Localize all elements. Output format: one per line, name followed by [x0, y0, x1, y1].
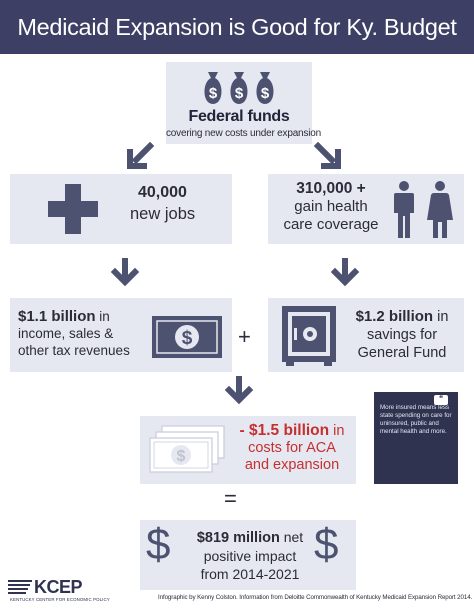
- federal-funds-title: Federal funds: [188, 108, 290, 125]
- money-stack-icon: [148, 424, 228, 476]
- cost-line3: and expansion: [244, 457, 340, 473]
- dollar-sign-right: $: [314, 520, 339, 569]
- arrow-down-icon: [330, 258, 360, 288]
- coverage-number: 310,000 +: [296, 180, 366, 197]
- equals-sign: =: [224, 486, 237, 511]
- bag-dollar-2: $: [234, 85, 244, 102]
- general-fund-line3: General Fund: [357, 345, 447, 361]
- impact-line3: from 2014-2021: [200, 566, 300, 582]
- credit-line: Infographic by Kenny Colston. Information from Deloitte Commonwealth of Kentucky Medicaid Expansion Report 2014.: [158, 594, 473, 601]
- arrow-down-icon: [110, 258, 140, 288]
- man-woman-icon: [386, 180, 460, 240]
- dollar-sign-left: $: [146, 520, 171, 569]
- money-bags-icon: [200, 66, 278, 106]
- title-banner: [0, 0, 474, 54]
- tax-amount: $1.1 billion: [18, 308, 96, 325]
- arrow-down-icon: [224, 376, 254, 406]
- coverage-text: [276, 180, 386, 234]
- impact-amount: $819 million: [196, 530, 280, 546]
- tax-revenue-text: [18, 308, 146, 359]
- medical-cross-icon: [48, 184, 98, 234]
- general-fund-amount: $1.2 billion: [355, 308, 434, 325]
- page-title: Medicaid Expansion is Good for Ky. Budget: [17, 13, 457, 40]
- jobs-box: [10, 174, 232, 244]
- cost-amount: - $1.5 billion: [239, 422, 330, 439]
- tax-in: in: [95, 309, 110, 324]
- cost-in: in: [329, 423, 345, 439]
- bag-dollar-3: $: [260, 85, 270, 102]
- side-note-text: More insured means less state spending on care for uninsured, public and mental health and more.: [380, 404, 452, 435]
- cost-line2: costs for ACA: [248, 440, 336, 456]
- logo-name: KCEP: [34, 577, 83, 597]
- general-fund-in: in: [433, 309, 449, 325]
- kentucky-map-icon: [8, 580, 32, 596]
- jobs-number: 40,000: [138, 184, 187, 201]
- general-fund-line2: savings for: [366, 327, 438, 343]
- federal-funds-subtitle: covering new costs under expansion: [166, 128, 321, 139]
- cost-box: [140, 416, 356, 484]
- dollar-bill-icon: [152, 316, 222, 358]
- tax-line2: income, sales &: [18, 326, 114, 341]
- impact-net: net: [279, 529, 304, 545]
- stack-dollar-sign: $: [176, 448, 186, 465]
- impact-text: [180, 528, 320, 583]
- coverage-box: [268, 174, 464, 244]
- arrow-down-left-icon: [124, 142, 154, 172]
- cost-text: [230, 422, 354, 474]
- coverage-line3: care coverage: [283, 216, 379, 233]
- bag-dollar-1: $: [208, 85, 218, 102]
- impact-line2: positive impact: [203, 548, 297, 564]
- plus-sign: +: [238, 324, 251, 349]
- bill-dollar-sign: $: [181, 328, 193, 349]
- arrow-down-right-icon: [314, 142, 344, 172]
- coverage-line2: gain health: [294, 198, 368, 215]
- safe-icon: [282, 306, 336, 366]
- general-fund-text: [342, 308, 462, 362]
- federal-funds-box: [166, 62, 321, 144]
- logo-tagline: KENTUCKY CENTER FOR ECONOMIC POLICY: [10, 597, 110, 602]
- jobs-label: new jobs: [130, 205, 196, 223]
- general-fund-box: [268, 298, 464, 372]
- net-impact-box: [140, 520, 356, 590]
- tax-line3: other tax revenues: [18, 343, 130, 358]
- side-note: [374, 392, 458, 484]
- tax-revenue-box: [10, 298, 232, 372]
- quote-icon: ❝: [434, 395, 448, 405]
